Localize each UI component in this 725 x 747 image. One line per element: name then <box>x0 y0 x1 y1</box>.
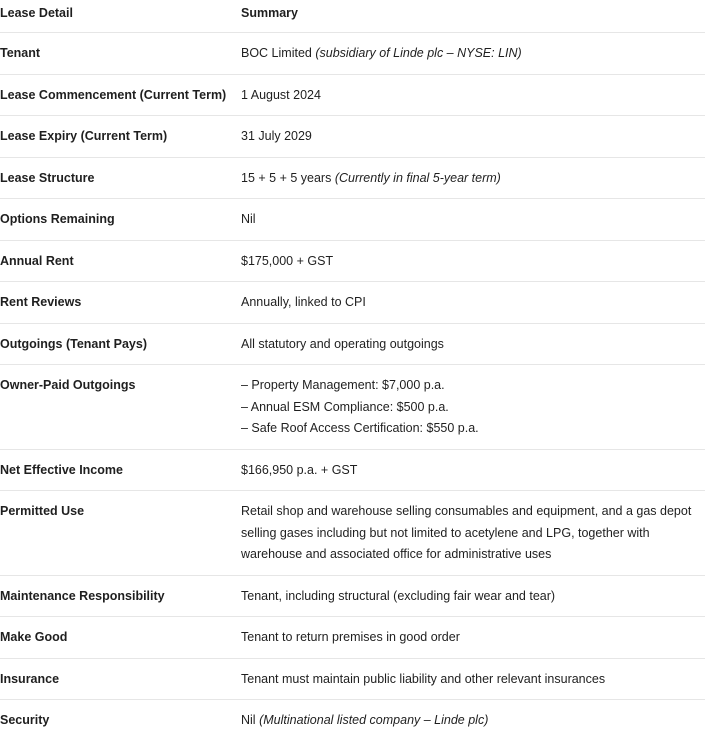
value-note: (Currently in final 5-year term) <box>334 170 501 185</box>
table-row <box>0 116 705 158</box>
row-label: Insurance <box>0 658 241 700</box>
table-row <box>0 617 705 659</box>
row-label: Security <box>0 713 50 727</box>
row-value: Retail shop and warehouse selling consumables and equipment, and a gas depot selling gases including but not limited to acetylene and LPG, together with warehouse and associated office for administrative uses <box>241 491 705 576</box>
row-value: Tenant must maintain public liability and other relevant insurances <box>241 658 705 700</box>
row-label: Owner-Paid Outgoings <box>0 365 241 450</box>
table-row <box>0 282 705 324</box>
value-line: – Safe Roof Access Certification: $550 p.a. <box>241 421 479 435</box>
value-line: – Annual ESM Compliance: $500 p.a. <box>241 399 449 414</box>
row-value <box>241 33 705 75</box>
table-row <box>0 575 705 617</box>
row-label: Outgoings (Tenant Pays) <box>0 323 241 365</box>
table-row <box>0 491 705 576</box>
row-value: Tenant to return premises in good order <box>241 617 705 659</box>
table-row <box>0 365 705 450</box>
row-label: Permitted Use <box>0 491 241 576</box>
table-row <box>0 240 705 282</box>
row-label: Lease Commencement (Current Term) <box>0 74 241 116</box>
row-label: Net Effective Income <box>0 449 241 491</box>
row-label: Make Good <box>0 617 241 659</box>
table-row <box>0 449 705 491</box>
row-value: $175,000 + GST <box>241 240 705 282</box>
row-label: Tenant <box>0 33 241 75</box>
table-row <box>0 658 705 700</box>
row-value: Tenant, including structural (excluding fair wear and tear) <box>241 575 705 617</box>
row-label: Annual Rent <box>0 240 241 282</box>
row-value: 1 August 2024 <box>241 74 705 116</box>
row-value <box>241 365 705 450</box>
value-note: (Multinational listed company – Linde plc) <box>259 713 489 727</box>
table-row <box>0 700 705 741</box>
row-value: $166,950 p.a. + GST <box>241 449 705 491</box>
row-label: Rent Reviews <box>0 282 241 324</box>
row-label: Lease Expiry (Current Term) <box>0 116 241 158</box>
row-value <box>241 700 705 741</box>
row-value <box>241 157 705 199</box>
value-text: Nil <box>241 713 256 727</box>
row-value: 31 July 2029 <box>241 116 705 158</box>
table-row <box>0 157 705 199</box>
header-summary: Summary <box>241 0 705 33</box>
value-text: 15 + 5 + 5 years <box>241 170 332 185</box>
row-value: Nil <box>241 199 705 241</box>
row-value: All statutory and operating outgoings <box>241 323 705 365</box>
table-row <box>0 199 705 241</box>
row-label: Maintenance Responsibility <box>0 575 241 617</box>
table-header-row <box>0 0 705 33</box>
table-row <box>0 74 705 116</box>
value-text: BOC Limited <box>241 46 312 60</box>
row-label: Options Remaining <box>0 199 241 241</box>
table-row <box>0 323 705 365</box>
value-note: (subsidiary of Linde plc – NYSE: LIN) <box>315 46 522 60</box>
row-label: Lease Structure <box>0 157 241 199</box>
row-value: Annually, linked to CPI <box>241 282 705 324</box>
table-row <box>0 33 705 75</box>
header-lease-detail: Lease Detail <box>0 0 241 33</box>
value-line: – Property Management: $7,000 p.a. <box>241 378 445 392</box>
